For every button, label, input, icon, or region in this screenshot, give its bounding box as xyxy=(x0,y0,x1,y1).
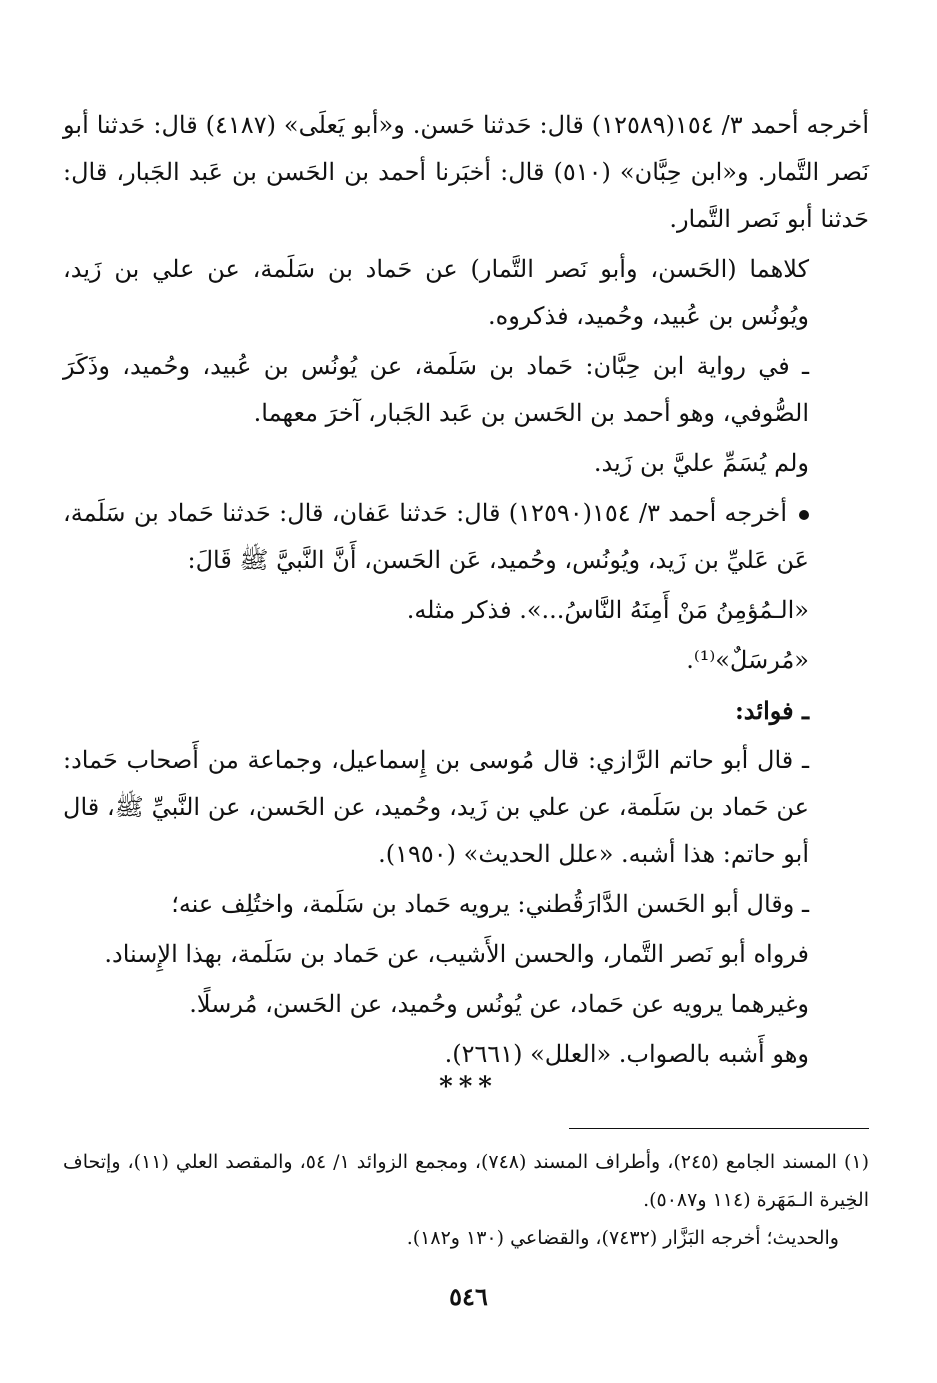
page-number: ٥٤٦ xyxy=(449,1282,488,1311)
bullet-icon xyxy=(799,510,809,520)
paragraph-takhrij-2 xyxy=(63,490,869,584)
section-heading-fawaid: ـ فوائد: xyxy=(734,696,809,725)
paragraph-riwaya-2: وغيرهما يرويه عن حَماد، عن يُونُس وحُميد، عن الحَسن، مُرسلًا. xyxy=(189,990,809,1018)
paragraph-conclusion: وهو أَشبه بالصواب. «العلل» (٢٦٦١). xyxy=(444,1040,809,1068)
main-text xyxy=(63,102,869,1081)
paragraph-riwaya-1: فرواه أبو نَصر التَّمار، والحسن الأَشيب، عن حَماد بن سَلَمة، بهذا الإِسناد. xyxy=(104,940,809,968)
paragraph-abu-hatim: ـ قال أبو حاتم الرَّازي: قال مُوسى بن إِسماعيل، وجماعة من أَصحاب حَماد: عن حَماد بن سَلَمة، عن علي بن زَيد، وحُميد، عن الحَسن، عن النَّبيِّ ﷺ، قال أبو حاتم: هذا أشبه. «علل الحديث» (١٩٥٠). xyxy=(63,746,809,868)
paragraph-takhrij-2-text: أخرجه أحمد ٣/ ١٥٤(١٢٥٩٠) قال: حَدثنا عَفان، قال: حَدثنا حَماد بن سَلَمة، عَن عَليِّ بن زَيد، ويُونُس، وحُميد، عَن الحَسن، أَنَّ النَّبيَّ ﷺ قَالَ: xyxy=(63,499,809,574)
footnote-rule xyxy=(569,1128,869,1129)
paragraph-hadith-text: «الـمُؤمِنُ مَنْ أَمِنَهُ النَّاسُ...». فذكر مثله. xyxy=(406,596,809,624)
paragraph-mursal: «مُرسَلٌ»⁽¹⁾. xyxy=(686,646,809,674)
paragraph-chain-summary: كلاهما (الحَسن، وأبو نَصر التَّمار) عن حَماد بن سَلَمة، عن علي بن زَيد، ويُونُس بن عُبيد، وحُميد، فذكروه. xyxy=(63,255,809,330)
footnote-1: (١) المسند الجامع (٢٤٥)، وأطراف المسند (٧٤٨)، ومجمع الزوائد ١/ ٥٤، والمقصد العلي (١١)، وإتحاف الخِيرة الـمَهَرة (١١٤ و٥٠٨٧). xyxy=(63,1151,870,1211)
footnotes xyxy=(63,1143,869,1257)
paragraph-daraqutni: ـ وقال أبو الحَسن الدَّارَقُطني: يرويه حَماد بن سَلَمة، واختُلِف عنه؛ xyxy=(171,890,809,918)
paragraph-takhrij-1: أخرجه أحمد ٣/ ١٥٤(١٢٥٨٩) قال: حَدثنا حَسن. و«أبو يَعلَى» (٤١٨٧) قال: حَدثنا أبو نَصر التَّمار. و«ابن حِبَّان» (٥١٠) قال: أخبَرنا أحمد بن الحَسن بن عَبد الجَبار، قال: حَدثنا أبو نَصر التَّمار. xyxy=(63,111,869,233)
footnote-1-continuation: والحديث؛ أخرجه البَزَّار (٧٤٣٢)، والقضاعي (١٣٠ و١٨٢). xyxy=(406,1227,839,1249)
section-separator: *** xyxy=(439,1072,498,1102)
paragraph-ibn-hibban-note: ـ في رواية ابن حِبَّان: حَماد بن سَلَمة، عن يُونُس بن عُبيد، وحُميد، وذَكَرَ الصُّوفي، وهو أحمد بن الحَسن بن عَبد الجَبار، آخرَ معهما. xyxy=(63,352,809,427)
paragraph-unnamed-note: ولم يُسَمِّ عليَّ بن زَيد. xyxy=(593,449,809,477)
